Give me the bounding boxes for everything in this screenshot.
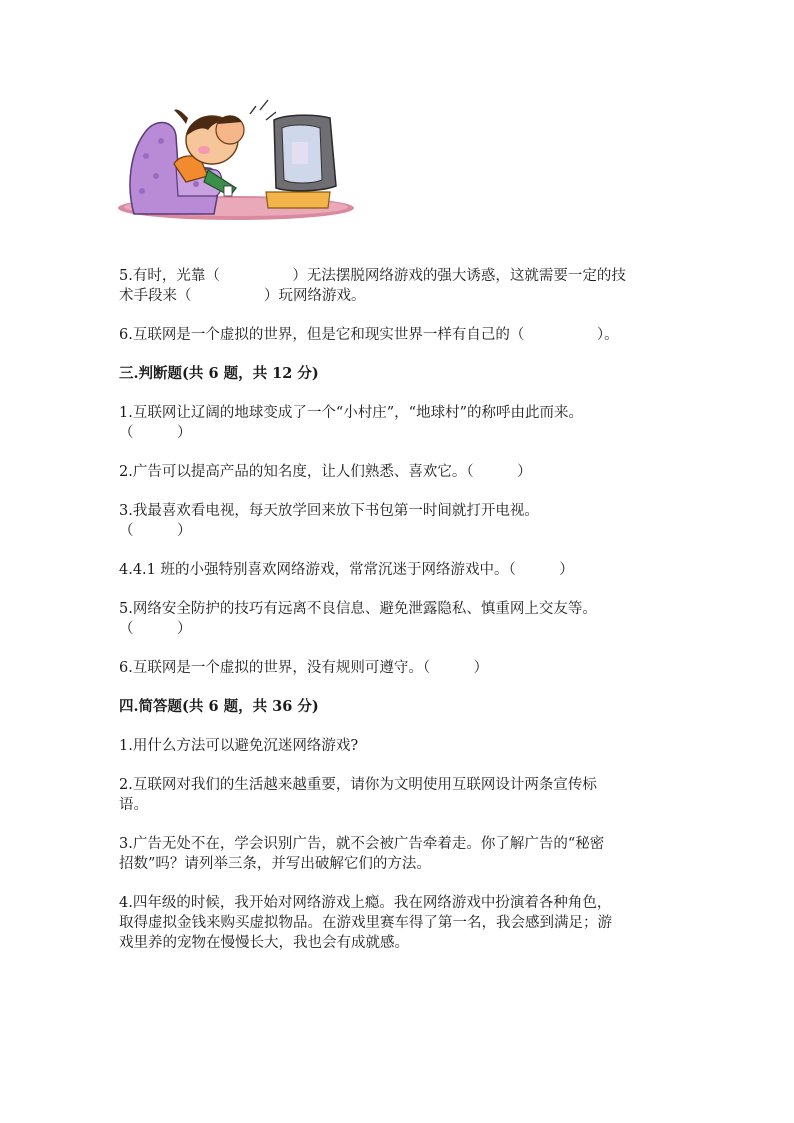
short-answer-q2 xyxy=(119,775,679,815)
question-text: 术手段来（ ）玩网络游戏。 xyxy=(119,288,366,304)
short-answer-q3 xyxy=(119,834,679,874)
child-watching-tv-illustration xyxy=(116,96,360,224)
answer-bracket: （ ） xyxy=(119,621,192,637)
question-text: 2.广告可以提高产品的知名度，让人们熟悉、喜欢它。（ ） xyxy=(119,464,532,480)
question-text: 1.互联网让辽阔的地球变成了一个“小村庄”，“地球村”的称呼由此而来。 xyxy=(119,405,583,421)
true-false-q1 xyxy=(119,403,679,443)
answer-bracket: （ ） xyxy=(119,425,192,441)
section-heading-short-answer xyxy=(119,697,679,717)
section-heading-true-false xyxy=(119,364,679,384)
true-false-q5 xyxy=(119,599,679,639)
worksheet-content xyxy=(119,266,679,972)
true-false-q4 xyxy=(119,560,679,580)
true-false-q2 xyxy=(119,462,679,482)
true-false-q6 xyxy=(119,658,679,678)
question-text: 3.我最喜欢看电视，每天放学回来放下书包第一时间就打开电视。 xyxy=(119,503,539,519)
question-text: 语。 xyxy=(119,797,148,813)
question-text: 5.有时，光靠（ ）无法摆脱网络游戏的强大诱惑，这就需要一定的技 xyxy=(119,268,626,284)
fill-blank-q5 xyxy=(119,266,679,306)
fill-blank-q6 xyxy=(119,325,679,345)
question-text: 取得虚拟金钱来购买虚拟物品。在游戏里赛车得了第一名，我会感到满足；游 xyxy=(119,915,612,931)
question-text: 4.四年级的时候，我开始对网络游戏上瘾。我在网络游戏中扮演着各种角色， xyxy=(119,895,612,911)
short-answer-q1 xyxy=(119,736,679,756)
section-title: 四.简答题(共 6 题，共 36 分) xyxy=(119,698,319,715)
question-text: 6.互联网是一个虚拟的世界，没有规则可遵守。（ ） xyxy=(119,660,489,676)
question-text: 5.网络安全防护的技巧有远离不良信息、避免泄露隐私、慎重网上交友等。 xyxy=(119,601,597,617)
question-text: 招数”吗？请列举三条，并写出破解它们的方法。 xyxy=(119,856,431,872)
section-title: 三.判断题(共 6 题，共 12 分) xyxy=(119,365,319,382)
question-text: 2.互联网对我们的生活越来越重要，请你为文明使用互联网设计两条宣传标 xyxy=(119,777,597,793)
question-text: 1.用什么方法可以避免沉迷网络游戏? xyxy=(119,738,359,754)
question-text: 3.广告无处不在，学会识别广告，就不会被广告牵着走。你了解广告的“秘密 xyxy=(119,836,605,852)
short-answer-q4 xyxy=(119,893,679,953)
answer-bracket: （ ） xyxy=(119,523,192,539)
question-text: 戏里养的宠物在慢慢长大，我也会有成就感。 xyxy=(119,935,409,951)
question-text: 4.4.1 班的小强特别喜欢网络游戏，常常沉迷于网络游戏中。（ ） xyxy=(119,562,574,578)
question-text: 6.互联网是一个虚拟的世界，但是它和现实世界一样有自己的（ ）。 xyxy=(119,327,619,343)
true-false-q3 xyxy=(119,501,679,541)
